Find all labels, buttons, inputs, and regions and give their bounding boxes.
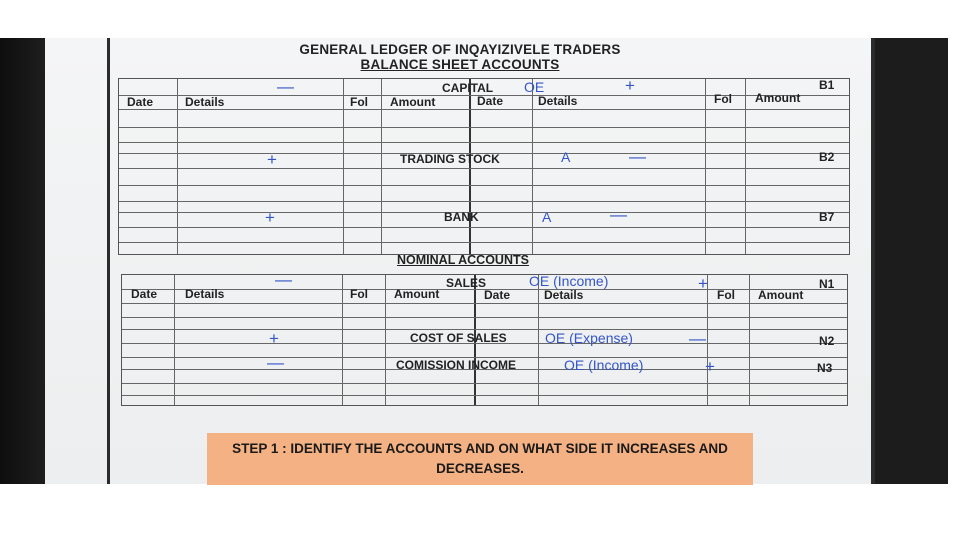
bank-debit-sign: + bbox=[265, 208, 275, 227]
header-date-right: Date bbox=[477, 94, 504, 108]
trading-stock-annotation: A bbox=[561, 149, 571, 165]
step-caption-banner bbox=[207, 433, 753, 485]
nominal-header-fol-right: Fol bbox=[717, 288, 735, 302]
header-details-right: Details bbox=[538, 94, 578, 108]
bank-annotation: A bbox=[542, 209, 552, 225]
sheet-edge-right bbox=[871, 38, 875, 484]
ledger-subtitle: BALANCE SHEET ACCOUNTS bbox=[360, 57, 560, 72]
trading-stock-credit-sign: — bbox=[629, 147, 646, 166]
ledger-sheet bbox=[45, 38, 875, 484]
cost-of-sales-code: N2 bbox=[819, 334, 835, 348]
comission-income-annotation: OE (Income) bbox=[564, 357, 644, 373]
trading-stock-debit-sign: + bbox=[267, 150, 277, 169]
account-cost-of-sales: COST OF SALES bbox=[410, 331, 507, 345]
comission-income-debit-sign: — bbox=[267, 353, 284, 372]
nominal-header-date-left: Date bbox=[131, 287, 158, 301]
capital-annotation: OE bbox=[524, 79, 545, 95]
nominal-header-amount-left: Amount bbox=[394, 287, 440, 301]
capital-debit-sign: — bbox=[277, 77, 294, 96]
account-bank: BANK bbox=[444, 210, 479, 224]
sheet-edge-left bbox=[107, 38, 110, 484]
nominal-header-amount-right: Amount bbox=[758, 288, 804, 302]
comission-income-credit-sign: + bbox=[705, 357, 715, 376]
account-sales: SALES bbox=[446, 276, 487, 290]
nominal-header-details-left: Details bbox=[185, 287, 225, 301]
comission-income-code: N3 bbox=[817, 361, 833, 375]
sales-annotation: OE (Income) bbox=[529, 273, 609, 289]
trading-stock-code: B2 bbox=[819, 150, 835, 164]
cost-of-sales-debit-sign: + bbox=[269, 329, 279, 348]
header-fol-left: Fol bbox=[350, 95, 368, 109]
account-trading-stock: TRADING STOCK bbox=[400, 152, 500, 166]
cost-of-sales-credit-sign: — bbox=[689, 329, 706, 348]
nominal-accounts-title: NOMINAL ACCOUNTS bbox=[397, 253, 529, 267]
cost-of-sales-annotation: OE (Expense) bbox=[545, 330, 633, 346]
sales-debit-sign: — bbox=[275, 270, 292, 289]
step-caption-text: STEP 1 : IDENTIFY THE ACCOUNTS AND ON WHAT SIDE IT INCREASES AND DECREASES. bbox=[232, 441, 728, 476]
account-comission-income: COMISSION INCOME bbox=[396, 358, 517, 372]
sales-code: N1 bbox=[819, 277, 835, 291]
capital-credit-sign: + bbox=[625, 76, 635, 95]
bank-credit-sign: — bbox=[610, 205, 627, 224]
header-fol-right: Fol bbox=[714, 92, 732, 106]
ledger-title: GENERAL LEDGER OF INQAYIZIVELE TRADERS bbox=[299, 42, 621, 57]
capital-code: B1 bbox=[819, 78, 835, 92]
nominal-header-date-right: Date bbox=[484, 288, 511, 302]
ledger-photo bbox=[0, 38, 948, 484]
header-date-left: Date bbox=[127, 95, 154, 109]
header-details-left: Details bbox=[185, 95, 225, 109]
header-amount-left: Amount bbox=[390, 95, 436, 109]
bank-code: B7 bbox=[819, 210, 835, 224]
account-capital: CAPITAL bbox=[442, 81, 494, 95]
nominal-header-details-right: Details bbox=[544, 288, 584, 302]
nominal-header-fol-left: Fol bbox=[350, 287, 368, 301]
sales-credit-sign: + bbox=[698, 274, 708, 293]
header-amount-right: Amount bbox=[755, 91, 801, 105]
